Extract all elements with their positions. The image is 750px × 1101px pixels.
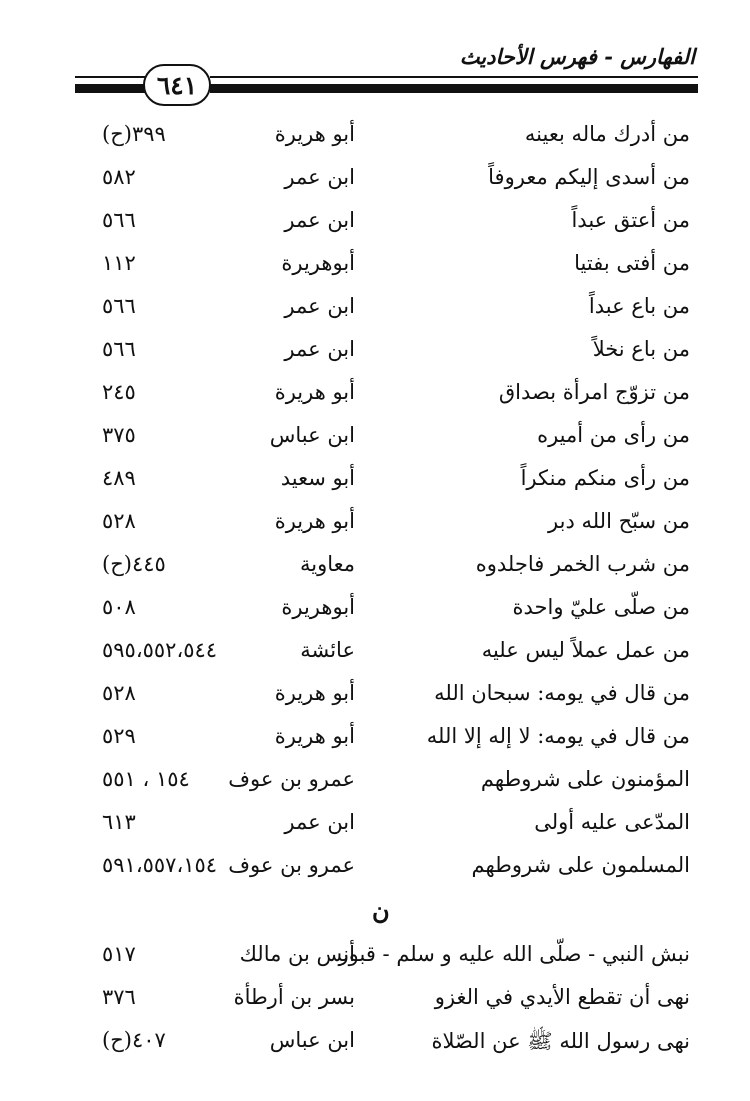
index-entry xyxy=(0,161,750,204)
page-reference: ٥٠٨ xyxy=(102,595,136,619)
hadith-text: من صلّى عليّ واحدة xyxy=(512,595,690,619)
narrator: عمرو بن عوف xyxy=(228,853,355,877)
index-entry xyxy=(0,763,750,806)
page-reference: ٥٦٦ xyxy=(102,294,136,318)
header-rule-left-thin xyxy=(75,76,145,78)
narrator: عمرو بن عوف xyxy=(228,767,355,791)
entries-group-noon xyxy=(0,938,750,1067)
header-rule-left-thick xyxy=(75,84,145,93)
hadith-text: من قال في يومه: سبحان الله xyxy=(434,681,690,705)
narrator: أبو هريرة xyxy=(274,681,355,705)
narrator: أبو هريرة xyxy=(274,122,355,146)
index-entry xyxy=(0,720,750,763)
index-entry xyxy=(0,204,750,247)
hadith-text: نهى أن تقطع الأيدي في الغزو xyxy=(434,985,690,1009)
hadith-text: من أسدى إليكم معروفاً xyxy=(488,165,690,189)
index-entry xyxy=(0,981,750,1024)
narrator: أنس بن مالك xyxy=(239,942,355,966)
index-entry xyxy=(0,938,750,981)
page-reference: ٣٩٩(ح) xyxy=(102,122,166,146)
narrator: ابن عمر xyxy=(284,165,355,189)
hadith-text: من باع نخلاً xyxy=(592,337,690,361)
hadith-text: المدّعى عليه أولى xyxy=(534,810,690,834)
page-reference: ٥٩١،٥٥٧،١٥٤ xyxy=(102,853,218,877)
page-header xyxy=(0,0,750,110)
index-entry xyxy=(0,376,750,419)
hadith-text: من رأى من أميره xyxy=(537,423,690,447)
narrator: ابن عباس xyxy=(269,423,355,447)
page-reference: ٥٦٦ xyxy=(102,337,136,361)
index-entry xyxy=(0,290,750,333)
narrator: عائشة xyxy=(300,638,355,662)
hadith-text: من باع عبداً xyxy=(588,294,690,318)
header-rule-thin xyxy=(210,76,698,78)
hadith-text: من أعتق عبداً xyxy=(571,208,690,232)
hadith-text: من قال في يومه: لا إله إلا الله xyxy=(426,724,690,748)
narrator: ابن عمر xyxy=(284,294,355,318)
page-reference: ٣٧٦ xyxy=(102,985,136,1009)
index-entry xyxy=(0,247,750,290)
section-heading xyxy=(0,892,750,938)
hadith-text: من أدرك ماله بعينه xyxy=(524,122,690,146)
running-title: الفهارس - فهرس الأحاديث xyxy=(459,44,695,69)
entries-group-meem xyxy=(0,118,750,892)
index-entry xyxy=(0,462,750,505)
page-reference: ٥٢٨ xyxy=(102,509,136,533)
index-entry xyxy=(0,849,750,892)
index-entry xyxy=(0,591,750,634)
index-entry xyxy=(0,118,750,161)
narrator: ابن عمر xyxy=(284,810,355,834)
narrator: أبو هريرة xyxy=(274,724,355,748)
page-reference: ٥٢٩ xyxy=(102,724,136,748)
page-reference: ١٥٤ ، ٥٥١ xyxy=(102,767,190,791)
index-entry xyxy=(0,1024,750,1067)
page-reference: ٦١٣ xyxy=(102,810,136,834)
page-reference: ٢٤٥ xyxy=(102,380,136,404)
index-entry xyxy=(0,634,750,677)
page-reference: ٥٨٢ xyxy=(102,165,136,189)
header-rule-thick xyxy=(210,84,698,93)
page-reference: ٥٦٦ xyxy=(102,208,136,232)
index-entry xyxy=(0,333,750,376)
narrator: أبو هريرة xyxy=(274,509,355,533)
narrator: معاوية xyxy=(299,552,355,576)
narrator: ابن عباس xyxy=(269,1028,355,1052)
index-entry xyxy=(0,419,750,462)
index-entry xyxy=(0,806,750,849)
page-reference: ٤٤٥(ح) xyxy=(102,552,166,576)
hadith-text: المسلمون على شروطهم xyxy=(471,853,690,877)
page-reference: ٤٨٩ xyxy=(102,466,136,490)
narrator: أبوهريرة xyxy=(281,595,355,619)
index-entry xyxy=(0,548,750,591)
index-entry xyxy=(0,677,750,720)
hadith-index-list xyxy=(0,118,750,1067)
hadith-text: من رأى منكم منكراً xyxy=(520,466,690,490)
page-reference: ١١٢ xyxy=(102,251,136,275)
narrator: ابن عمر xyxy=(284,208,355,232)
hadith-text: من شرب الخمر فاجلدوه xyxy=(475,552,690,576)
page-reference: ٣٧٥ xyxy=(102,423,136,447)
hadith-text: المؤمنون على شروطهم xyxy=(480,767,690,791)
page-number-badge: ٦٤١ xyxy=(143,64,211,106)
hadith-text: نبش النبي - صلّى الله عليه و سلم - قبور xyxy=(338,942,690,966)
hadith-text: من تزوّج امرأة بصداق xyxy=(498,380,690,404)
narrator: أبو سعيد xyxy=(280,466,355,490)
page-reference: ٥٢٨ xyxy=(102,681,136,705)
index-entry xyxy=(0,505,750,548)
narrator: أبو هريرة xyxy=(274,380,355,404)
page-reference: ٤٠٧(ح) xyxy=(102,1028,166,1052)
hadith-text: من أفتى بفتيا xyxy=(574,251,690,275)
narrator: أبوهريرة xyxy=(281,251,355,275)
page-reference: ٥٩٥،٥٥٢،٥٤٤ xyxy=(102,638,218,662)
hadith-text: نهى رسول الله ﷺ عن الصّلاة xyxy=(431,1029,690,1053)
section-letter: ن xyxy=(372,896,390,925)
page-reference: ٥١٧ xyxy=(102,942,136,966)
narrator: بسر بن أرطأة xyxy=(233,985,355,1009)
hadith-text: من سبّح الله دبر xyxy=(548,509,690,533)
narrator: ابن عمر xyxy=(284,337,355,361)
hadith-text: من عمل عملاً ليس عليه xyxy=(481,638,690,662)
